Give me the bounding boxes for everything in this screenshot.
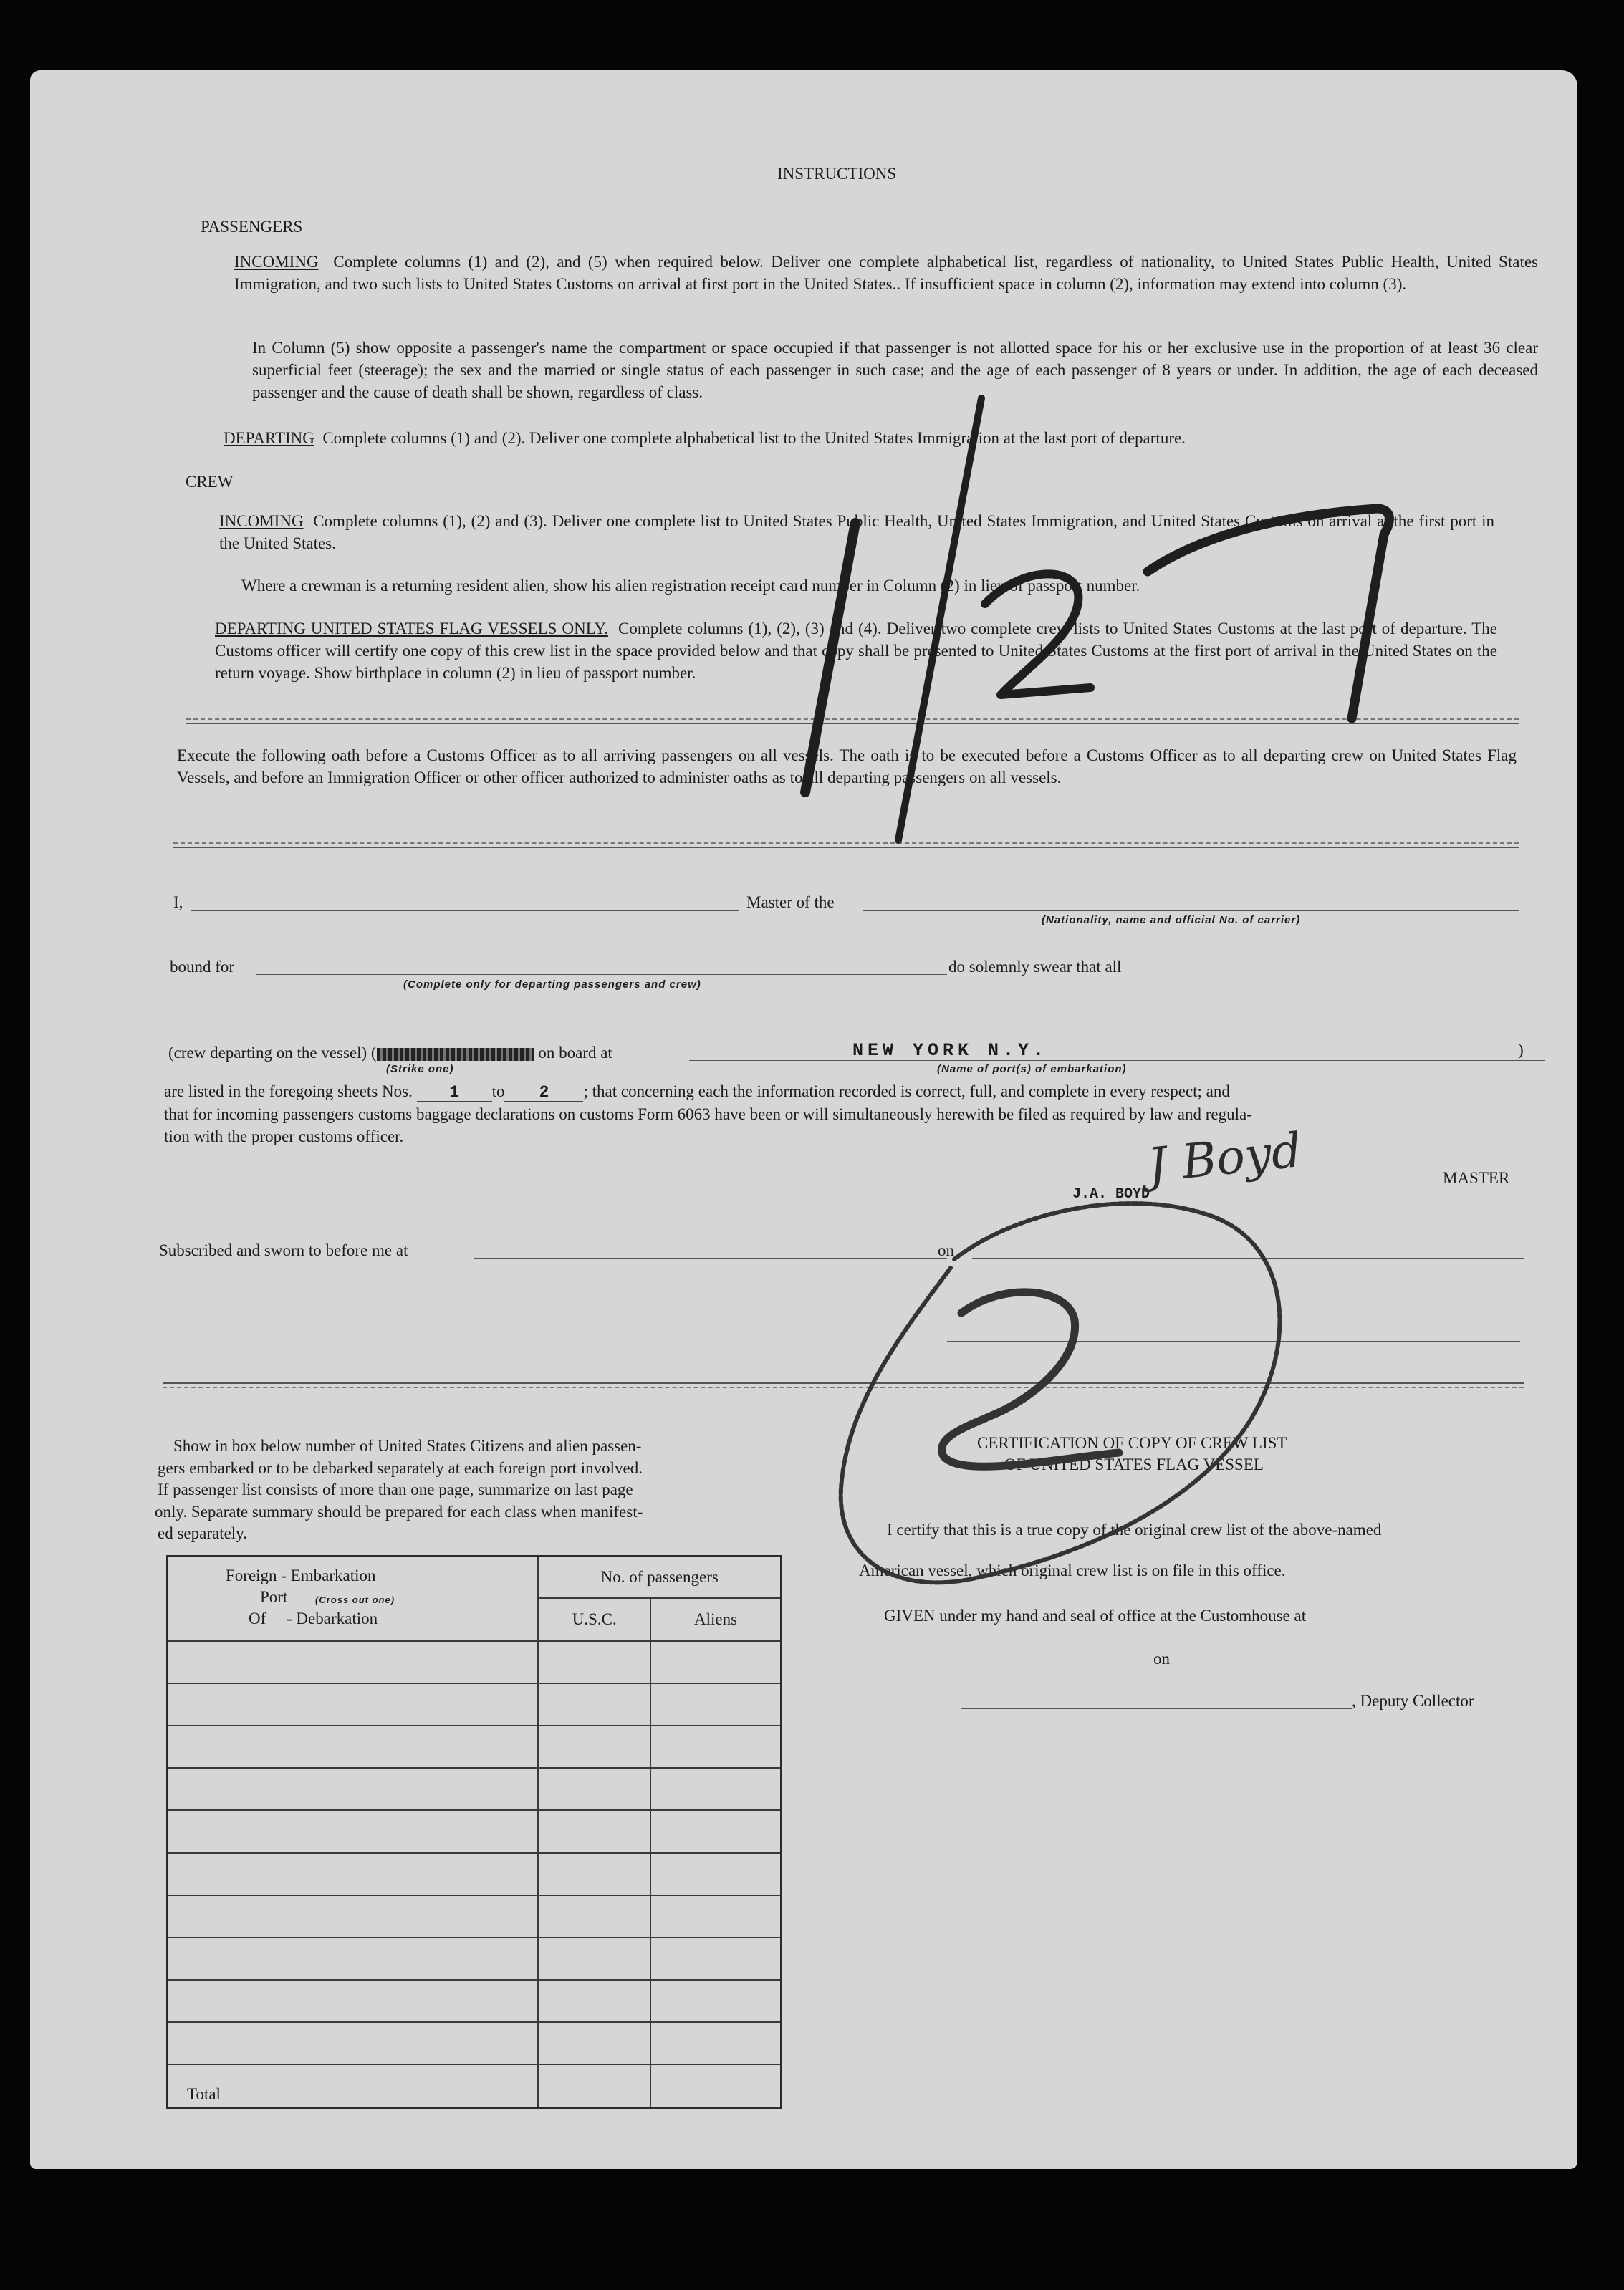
- sheets-prefix: are listed in the foregoing sheets Nos.: [164, 1082, 413, 1100]
- port-value: NEW YORK N.Y.: [852, 1040, 1049, 1061]
- port-cell[interactable]: [168, 1853, 539, 1895]
- port-cell[interactable]: [168, 2022, 539, 2064]
- usc-cell[interactable]: [538, 1810, 650, 1852]
- summary-note-line: ed separately.: [158, 1524, 247, 1542]
- bound-for-label: bound for: [170, 958, 235, 976]
- oath-i-label: I,: [173, 893, 183, 911]
- table-header-row: [168, 1557, 782, 1598]
- port-header-cell: [168, 1557, 539, 1641]
- swear-text: do solemnly swear that all: [948, 958, 1122, 976]
- oath-instruction: Execute the following oath before a Customs Officer as to all arriving passengers on all vessels. The oath is to be executed before a Customs Officer as to all departing crew on United States Flag Vessels, and before an Immigration Officer or other officer authorized to administer oaths as to all departing passengers on all vessels.: [177, 746, 1517, 786]
- aliens-cell[interactable]: [650, 1895, 781, 1938]
- aliens-cell[interactable]: [650, 1726, 781, 1768]
- carrier-field[interactable]: [863, 910, 1519, 911]
- crew-departing-label: DEPARTING UNITED STATES FLAG VESSELS ONLY.: [215, 620, 608, 638]
- master-label: MASTER: [1443, 1169, 1510, 1187]
- port-cell[interactable]: [168, 1683, 539, 1726]
- usc-cell[interactable]: [538, 1726, 650, 1768]
- passengers-departing-label: DEPARTING: [224, 429, 314, 447]
- usc-cell[interactable]: [538, 1853, 650, 1895]
- aliens-cell[interactable]: [650, 1853, 781, 1895]
- crew-departing-text: [168, 1044, 612, 1061]
- to-label: to: [491, 1082, 505, 1100]
- usc-cell[interactable]: [538, 1641, 650, 1683]
- master-of-label: Master of the: [746, 893, 835, 911]
- page-title: INSTRUCTIONS: [777, 165, 897, 183]
- carrier-caption: (Nationality, name and official No. of carrier): [1042, 914, 1301, 926]
- certification-given: GIVEN under my hand and seal of office at the Customhouse at: [884, 1607, 1307, 1625]
- aliens-cell[interactable]: [650, 1980, 781, 2022]
- no-passengers-header: No. of passengers: [538, 1557, 781, 1598]
- usc-header: U.S.C.: [538, 1598, 650, 1641]
- strike-caption: (Strike one): [386, 1063, 454, 1075]
- summary-note-line: only. Separate summary should be prepared for each class when manifest-: [155, 1503, 643, 1521]
- table-row: [168, 1683, 782, 1726]
- master-signature: J Boyd: [1145, 1122, 1305, 1194]
- of-debarkation-label: Of - Debarkation: [249, 1610, 378, 1627]
- table-row: [168, 1726, 782, 1768]
- crew-incoming-text: Complete columns (1), (2) and (3). Deliver one complete list to United States Public Health, United States Immigration, and United States Customs on arrival at the first port in the United States.: [219, 512, 1495, 552]
- form-page: [30, 70, 1577, 2169]
- certification-body-line2: American vessel, which original crew list is on file in this office.: [859, 1562, 1286, 1579]
- oath-line-2: that for incoming passengers customs baggage declarations on customs Form 6063 have been or will simultaneously herewith be filed as required by law and regula-: [164, 1105, 1252, 1123]
- sheet-from: 1: [417, 1084, 492, 1102]
- crew-departing-label: (crew departing on the vessel) (: [168, 1044, 377, 1062]
- port-cell[interactable]: [168, 1641, 539, 1683]
- port-field-line[interactable]: [689, 1060, 1545, 1061]
- divider: [173, 842, 1519, 844]
- crew-incoming-label: INCOMING: [219, 512, 304, 530]
- port-cell[interactable]: [168, 1980, 539, 2022]
- total-label: Total: [168, 2064, 539, 2107]
- table-row: [168, 1980, 782, 2022]
- usc-cell[interactable]: [538, 2022, 650, 2064]
- bound-for-field[interactable]: [256, 974, 947, 975]
- table-row: [168, 1641, 782, 1683]
- table-row: [168, 1768, 782, 1810]
- cross-out-caption: (Cross out one): [315, 1594, 395, 1605]
- aliens-total-cell[interactable]: [650, 2064, 781, 2107]
- certification-title-line2: OF UNITED STATES FLAG VESSEL: [1004, 1456, 1264, 1473]
- bound-caption: (Complete only for departing passengers and crew): [403, 978, 701, 991]
- summary-note-line: gers embarked or to be debarked separately at each foreign port involved.: [158, 1459, 643, 1477]
- divider: [173, 847, 1519, 848]
- summary-note-line: If passenger list consists of more than one page, summarize on last page: [158, 1481, 633, 1498]
- usc-cell[interactable]: [538, 1683, 650, 1726]
- aliens-cell[interactable]: [650, 2022, 781, 2064]
- on-board-label: on board at: [538, 1044, 612, 1062]
- struck-out-text: [377, 1048, 534, 1061]
- sworn-at-field[interactable]: [474, 1258, 947, 1259]
- usc-cell[interactable]: [538, 1938, 650, 1980]
- passengers-departing-text: Complete columns (1) and (2). Deliver one complete alphabetical list to the United States Immigration at the last port of departure.: [322, 429, 1186, 447]
- divider: [163, 1382, 1524, 1384]
- master-name-field[interactable]: [191, 910, 739, 911]
- aliens-cell[interactable]: [650, 1641, 781, 1683]
- aliens-header: Aliens: [650, 1598, 781, 1641]
- certification-title-line1: CERTIFICATION OF COPY OF CREW LIST: [977, 1434, 1287, 1452]
- sworn-on-label: on: [938, 1241, 954, 1259]
- divider: [186, 718, 1519, 720]
- aliens-cell[interactable]: [650, 1768, 781, 1810]
- passengers-column5-paragraph: In Column (5) show opposite a passenger's name the compartment or space occupied if that passenger is not allotted space for his or her exclusive use in the proportion of at least 36 clear superficial feet (steerage); the sex and the married or single status of each passenger in such case; and the age of each passenger of 8 years or under. In addition, the age of each deceased passenger and the cause of death shall be shown, regardless of class.: [252, 339, 1538, 401]
- aliens-cell[interactable]: [650, 1810, 781, 1852]
- total-row: [168, 2064, 782, 2107]
- port-cell[interactable]: [168, 1768, 539, 1810]
- port-cell[interactable]: [168, 1938, 539, 1980]
- passengers-incoming-label: INCOMING: [234, 253, 319, 271]
- deputy-collector-label: , Deputy Collector: [1352, 1692, 1474, 1710]
- close-paren: ): [1518, 1041, 1524, 1059]
- certification-on-label: on: [1153, 1650, 1170, 1668]
- summary-note-line: Show in box below number of United States Citizens and alien passen-: [173, 1437, 642, 1455]
- divider: [163, 1387, 1524, 1388]
- passengers-incoming-text: Complete columns (1) and (2), and (5) when required below. Deliver one complete alphabetical list, regardless of nationality, to United States Public Health, United States Immigration, and two such lists to United States Customs on arrival at first port in the United States.. If insufficient space in column (2), information may extend into column (3).: [234, 253, 1539, 293]
- sheets-line: [164, 1083, 1230, 1102]
- table-row: [168, 1853, 782, 1895]
- usc-cell[interactable]: [538, 1980, 650, 2022]
- sworn-on-field[interactable]: [972, 1258, 1524, 1259]
- crew-departing-text: Complete columns (1), (2), (3) and (4). Deliver two complete crew lists to United States Customs at the last port of departure. The Customs officer will certify one copy of this crew list in the space provided below and that copy shall be presented to United States Customs at the first port of arrival in the United States on the return voyage. Show birthplace in column (2) in lieu of passport number.: [215, 620, 1498, 682]
- port-cell[interactable]: [168, 1726, 539, 1768]
- table-row: [168, 1938, 782, 1980]
- usc-cell[interactable]: [538, 1768, 650, 1810]
- table-row: [168, 1895, 782, 1938]
- signer-name: J.A. BOYD: [1072, 1186, 1150, 1203]
- aliens-cell[interactable]: [650, 1938, 781, 1980]
- crew-departing-paragraph: [215, 617, 1497, 684]
- foreign-port-label: Foreign - Embarkation: [226, 1567, 376, 1584]
- officer-signature-line[interactable]: [947, 1341, 1520, 1342]
- deputy-signature-line[interactable]: [961, 1708, 1352, 1709]
- passengers-departing-line: [224, 430, 1186, 446]
- divider: [186, 723, 1519, 724]
- subscribed-label: Subscribed and sworn to before me at: [159, 1241, 408, 1259]
- crew-heading: CREW: [186, 473, 234, 491]
- port-caption: (Name of port(s) of embarkation): [937, 1063, 1127, 1075]
- usc-cell[interactable]: [538, 1895, 650, 1938]
- port-cell[interactable]: [168, 1895, 539, 1938]
- oath-line-3: tion with the proper customs officer.: [164, 1127, 404, 1145]
- passengers-heading: PASSENGERS: [201, 218, 303, 236]
- port-cell[interactable]: [168, 1810, 539, 1852]
- certification-body-line1: I certify that this is a true copy of the original crew list of the above-named: [887, 1521, 1382, 1539]
- crew-incoming-paragraph: [219, 510, 1494, 554]
- crew-alien-text: Where a crewman is a returning resident alien, show his alien registration receipt card number in Column (2) in lieu of passport number.: [241, 577, 1140, 595]
- sheets-suffix: ; that concerning each the information recorded is correct, full, and complete in every respect; and: [583, 1082, 1230, 1100]
- passengers-incoming-paragraph: [234, 251, 1538, 295]
- sheet-to: 2: [504, 1084, 583, 1102]
- usc-total-cell[interactable]: [538, 2064, 650, 2107]
- aliens-cell[interactable]: [650, 1683, 781, 1726]
- table-row: [168, 1810, 782, 1852]
- table-row: [168, 2022, 782, 2064]
- port-label: Port: [260, 1588, 288, 1606]
- passenger-summary-table: [166, 1555, 782, 2109]
